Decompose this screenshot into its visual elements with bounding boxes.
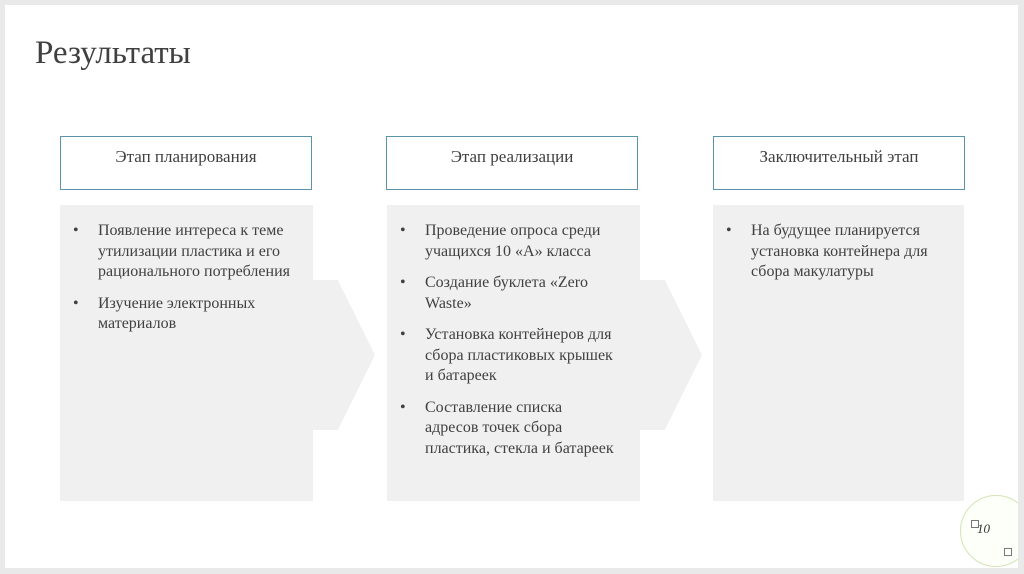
stage-header-planning: Этап планирования: [60, 136, 312, 190]
list-item: • Установка контейнеров для сбора пластиковых крышек и батареек: [387, 325, 619, 387]
stage-header-implementation: Этап реализации: [386, 136, 638, 190]
stage-box-implementation: [387, 205, 640, 501]
page-number: 10: [977, 521, 990, 536]
stage-box-planning: [60, 205, 313, 501]
stage-box-final: [713, 205, 964, 501]
stage-header-final: Заключительный этап: [713, 136, 965, 190]
list-item: • Изучение электронных материалов: [60, 294, 292, 335]
list-item: • Проведение опроса среди учащихся 10 «А» класса: [387, 221, 619, 262]
placeholder-icon: [1004, 548, 1012, 556]
list-item: • Появление интереса к теме утилизации пластика и его рационального потребления: [60, 221, 292, 283]
slide-title: Результаты: [35, 35, 191, 71]
list-item: • На будущее планируется установка контейнера для сбора макулатуры: [713, 221, 945, 283]
arrow-chevron-icon: [313, 280, 375, 430]
slide: [5, 5, 1018, 568]
list-item: • Создание буклета «Zero Waste»: [387, 273, 619, 314]
stage-list-final: [713, 205, 945, 283]
list-item: • Составление списка адресов точек сбора пластика, стекла и батареек: [387, 398, 619, 460]
arrow-chevron-icon: [640, 280, 702, 430]
stage-list-implementation: [387, 205, 619, 459]
stage-list-planning: [60, 205, 292, 335]
